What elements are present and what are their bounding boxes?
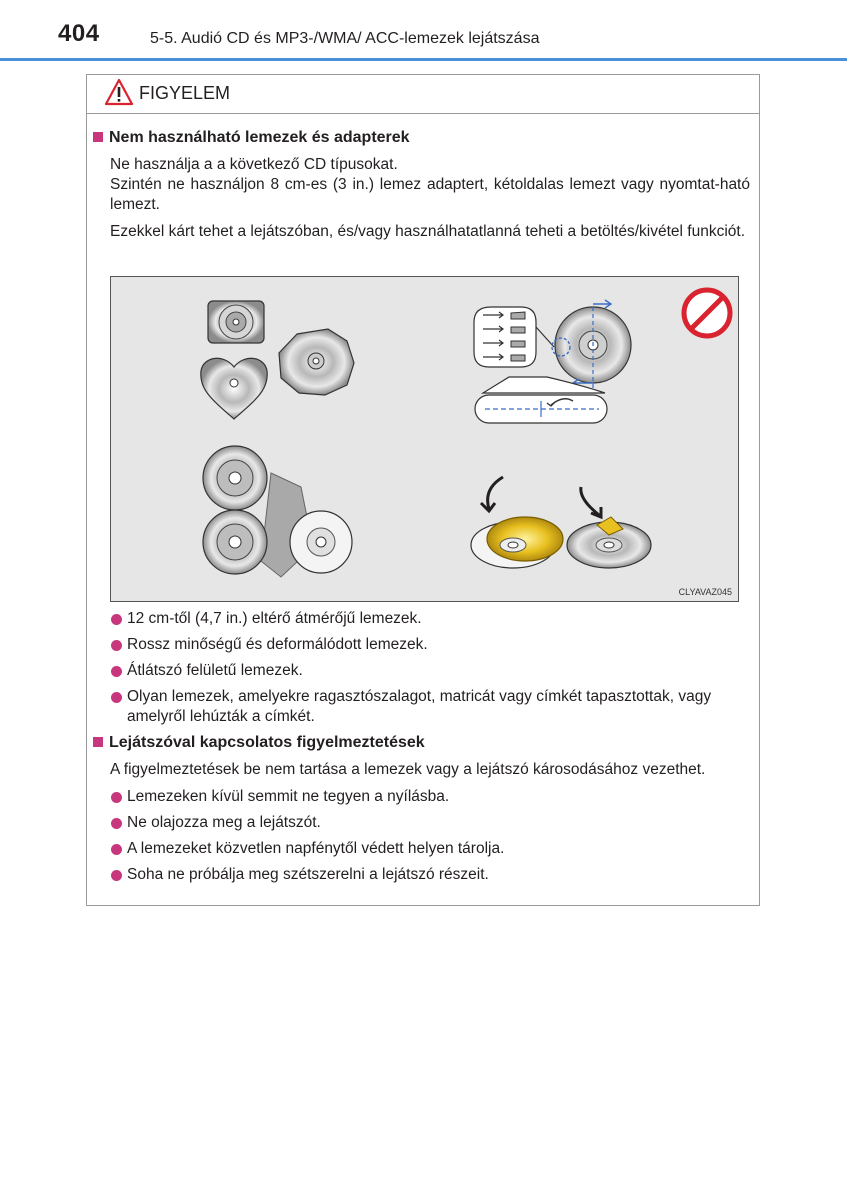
warning-title: FIGYELEM: [139, 83, 231, 103]
warning-triangle-icon: [104, 78, 134, 106]
round-bullet-icon: [111, 870, 122, 881]
list-item: Rossz minőségű és deformálódott lemezek.: [110, 635, 755, 655]
square-disc: [208, 301, 264, 343]
round-bullet-icon: [111, 844, 122, 855]
warning-header: [87, 75, 759, 114]
deformed-disc: [474, 300, 631, 423]
warning-box: [86, 74, 760, 906]
round-bullet-icon: [111, 692, 122, 703]
list-item: 12 cm-től (4,7 in.) eltérő átmérőjű lemezek.: [110, 609, 755, 629]
round-bullet-icon: [111, 666, 122, 677]
list-item: Lemezeken kívül semmit ne tegyen a nyílásba.: [110, 787, 755, 807]
list-item: A lemezeket közvetlen napfénytől védett helyen tárolja.: [110, 839, 755, 859]
disc-illustration: [110, 276, 739, 602]
octagon-disc: [279, 329, 354, 395]
heart-disc: [201, 358, 267, 419]
section-title: 5-5. Audió CD és MP3-/WMA/ ACC-lemezek lejátszása: [150, 30, 540, 47]
figure-code: CLYAVAZ045: [678, 587, 732, 597]
section-heading-unusable-discs: Nem használható lemezek és adapterek: [93, 129, 410, 147]
square-bullet-icon: [93, 132, 103, 142]
round-bullet-icon: [111, 614, 122, 625]
section-heading-player-warnings: Lejátszóval kapcsolatos figyelmeztetések: [93, 734, 425, 752]
header-rule: [0, 58, 847, 61]
page-number: 404: [58, 20, 100, 47]
label-discs: [471, 477, 651, 568]
list-item: Átlátszó felületű lemezek.: [110, 661, 755, 681]
paragraph-damage: Ezekkel kárt tehet a lejátszóban, és/vagy használhatatlanná teheti a betöltés/kivétel funkciót.: [110, 223, 746, 240]
round-bullet-icon: [111, 792, 122, 803]
page-header: [0, 0, 847, 62]
unusable-discs-drawing: [111, 277, 738, 601]
adapter-discs: [203, 446, 352, 577]
round-bullet-icon: [111, 818, 122, 829]
prohibited-icon: [684, 290, 730, 336]
paragraph-cd-types: Ne használja a a következő CD típusokat.: [110, 156, 398, 173]
paragraph-warning-intro: A figyelmeztetések be nem tartása a lemezek vagy a lejátszó károsodásához vezethet.: [110, 761, 706, 778]
paragraph-adapter: Szintén ne használjon 8 cm-es (3 in.) lemez adaptert, kétoldalas lemezt vagy nyomtat-ható lemezt.: [110, 176, 750, 213]
square-bullet-icon: [93, 737, 103, 747]
list-item: Ne olajozza meg a lejátszót.: [110, 813, 755, 833]
list-item: Olyan lemezek, amelyekre ragasztószalagot, matricát vagy címkét tapasztottak, vagy amelyről lehúzták a címkét.: [110, 687, 755, 727]
round-bullet-icon: [111, 640, 122, 651]
list-item: Soha ne próbálja meg szétszerelni a lejátszó részeit.: [110, 865, 755, 885]
